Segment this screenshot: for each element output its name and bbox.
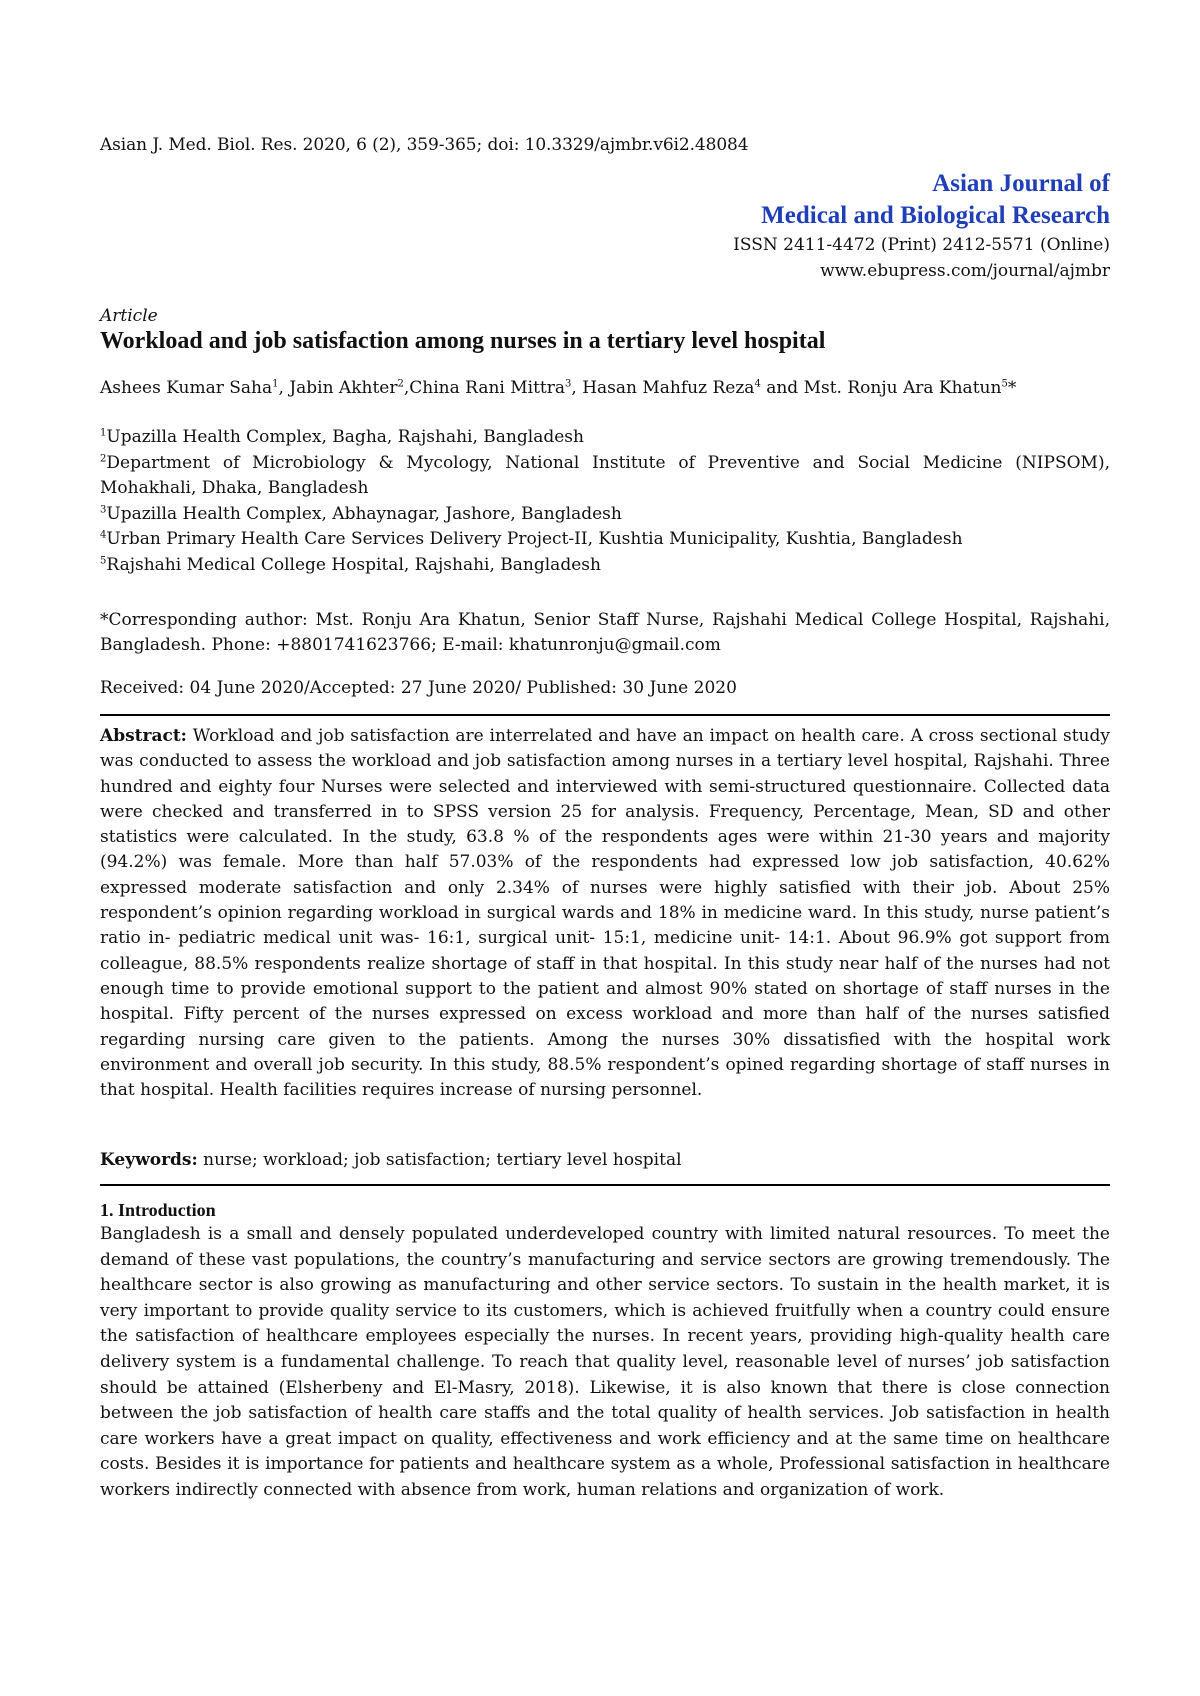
author-list — [100, 378, 1016, 398]
author-name: Ashees Kumar Saha — [100, 378, 273, 398]
publication-dates: Received: 04 June 2020/Accepted: 27 June 2020/ Published: 30 June 2020 — [100, 678, 737, 698]
affiliation — [100, 527, 1110, 553]
author-name: Hasan Mahfuz Reza — [582, 378, 755, 398]
affiliation-text: Rajshahi Medical College Hospital, Rajshahi, Bangladesh — [106, 554, 601, 575]
divider-top — [100, 714, 1110, 716]
journal-website[interactable]: www.ebupress.com/journal/ajmbr — [820, 261, 1110, 281]
author-name: China Rani Mittra — [409, 378, 566, 398]
author-affil-ref: 5 — [1001, 378, 1008, 390]
author-sep: , — [278, 378, 290, 398]
citation-line: Asian J. Med. Biol. Res. 2020, 6 (2), 359-365; doi: 10.3329/ajmbr.v6i2.48084 — [100, 135, 749, 155]
author-sep: * — [1007, 378, 1017, 398]
author-affil-ref: 2 — [397, 378, 404, 390]
author-affil-ref: 1 — [272, 378, 279, 390]
affiliation-text: Department of Microbiology & Mycology, National Institute of Preventive and Social Medicine (NIPSOM), Mohakhali, Dhaka, Bangladesh — [100, 452, 1110, 498]
affiliation-number: 3 — [100, 503, 107, 515]
affiliation-number: 4 — [100, 529, 107, 541]
affiliation-text: Urban Primary Health Care Services Delivery Project-II, Kushtia Municipality, Kushtia, Bangladesh — [106, 529, 963, 549]
keywords — [100, 1150, 682, 1170]
affiliation — [100, 425, 1110, 451]
author-sep: , — [403, 378, 410, 398]
journal-name-line1: Asian Journal of — [932, 170, 1110, 197]
journal-issn: ISSN 2411-4472 (Print) 2412-5571 (Online) — [733, 235, 1110, 255]
author-affil-ref: 4 — [754, 378, 761, 390]
abstract-label: Abstract: — [100, 726, 187, 746]
affiliation-text: Upazilla Health Complex, Bagha, Rajshahi, Bangladesh — [106, 427, 584, 447]
article-type: Article — [100, 306, 158, 326]
section-heading-introduction: 1. Introduction — [100, 1200, 216, 1220]
paper-title: Workload and job satisfaction among nurses in a tertiary level hospital — [100, 328, 826, 354]
abstract — [100, 724, 1110, 1103]
author-sep: and — [760, 378, 804, 398]
corresponding-author: *Corresponding author: Mst. Ronju Ara Khatun, Senior Staff Nurse, Rajshahi Medical College Hospital, Rajshahi, Bangladesh. Phone: +8801741623766; E-mail: khatunronju@gmail.com — [100, 610, 1110, 655]
affiliation-number: 5 — [100, 554, 107, 566]
journal-name-line2: Medical and Biological Research — [761, 202, 1110, 229]
keywords-label: Keywords: — [100, 1150, 198, 1170]
affiliation — [100, 502, 1110, 528]
affiliation-number: 1 — [100, 427, 107, 439]
keywords-text: nurse; workload; job satisfaction; tertiary level hospital — [197, 1150, 682, 1170]
introduction-body: Bangladesh is a small and densely populated underdeveloped country with limited natural resources. To meet the demand of these vast populations, the country’s manufacturing and service sectors are growing tremendously. The healthcare sector is also growing as manufacturing and other service sectors. To sustain in the health market, it is very important to provide quality service to its customers, which is achieved fruitfully when a country could ensure the satisfaction of healthcare employees especially the nurses. In recent years, providing high-quality health care delivery system is a fundamental challenge. To reach that quality level, reasonable level of nurses’ job satisfaction should be attained (Elsherbeny and El-Masry, 2018). Likewise, it is also known that there is close connection between the job satisfaction of health care staffs and the total quality of health services. Job satisfaction in health care workers have a great impact on quality, effectiveness and work efficiency and at the same time on healthcare costs. Besides it is importance for patients and healthcare system as a whole, Professional satisfaction in healthcare workers indirectly connected with absence from work, human relations and organization of work. — [100, 1224, 1110, 1500]
affiliation-list — [100, 425, 1110, 578]
affiliation-text: Upazilla Health Complex, Abhaynagar, Jashore, Bangladesh — [106, 503, 622, 524]
affiliation — [100, 451, 1110, 502]
author-affil-ref: 3 — [565, 378, 572, 390]
author-name: Jabin Akhter — [289, 378, 398, 398]
affiliation-number: 2 — [100, 452, 107, 464]
divider-bottom — [100, 1184, 1110, 1186]
affiliation — [100, 553, 1110, 579]
author-name: Mst. Ronju Ara Khatun — [803, 378, 1002, 398]
abstract-text: Workload and job satisfaction are interrelated and have an impact on health care. A cross sectional study was conducted to assess the workload and job satisfaction among nurses in a tertiary level hospital, Rajshahi. Three hundred and eighty four Nurses were selected and interviewed with semi-structured questionnaire. Collected data were checked and transferred in to SPSS version 25 for analysis. Frequency, Percentage, Mean, SD and other statistics were calculated. In the study, 63.8 % of the respondents ages were within 21-30 years and majority (94.2%) was female. More than half 57.03% of the respondents had expressed low job satisfaction, 40.62% expressed moderate satisfaction and only 2.34% of nurses were highly satisfied with their job. About 25% respondent’s opinion regarding workload in surgical wards and 18% in medicine ward. In this study, nurse patient’s ratio in- pediatric medical unit was- 16:1, surgical unit- 15:1, medicine unit- 14:1. About 96.9% got support from colleague, 88.5% respondents realize shortage of staff in that hospital. In this study near half of the nurses had not enough time to provide emotional support to the patient and almost 90% stated on shortage of staff nurses in the hospital. Fifty percent of the nurses expressed on excess workload and more than half of the nurses satisfied regarding nursing care given to the patients. Among the nurses 30% dissatisfied with the hospital work environment and overall job security. In this study, 88.5% respondent’s opined regarding shortage of staff nurses in that hospital. Health facilities requires increase of nursing personnel. — [100, 726, 1110, 1101]
author-sep: , — [571, 378, 583, 398]
journal-block — [733, 168, 1110, 284]
